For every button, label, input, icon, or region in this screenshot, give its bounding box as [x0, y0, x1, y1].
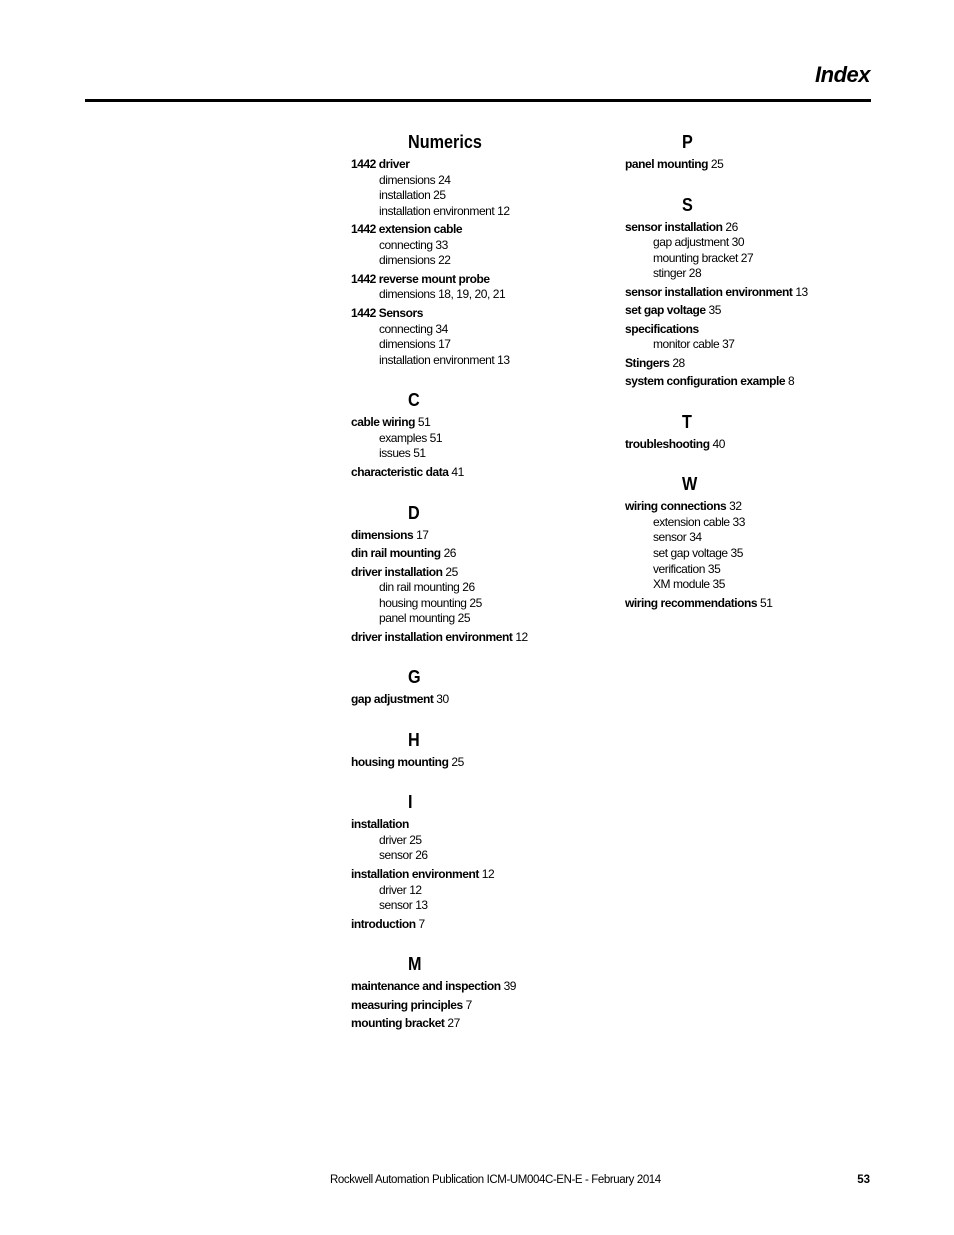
entry-page: 25 — [451, 754, 464, 769]
index-entry — [351, 528, 621, 544]
entry-term: driver installation — [351, 564, 443, 579]
index-entry — [351, 998, 621, 1014]
entry-page: 28 — [672, 355, 685, 370]
index-column-right — [625, 130, 895, 631]
sub-entry: examples 51 — [379, 430, 443, 445]
entry-page: 27 — [447, 1016, 460, 1031]
index-entry — [351, 867, 621, 883]
sub-entry: sensor 34 — [653, 530, 702, 545]
index-entry — [351, 692, 621, 708]
sub-entry: dimensions 22 — [379, 253, 451, 268]
index-section — [625, 410, 895, 453]
entry-page: 26 — [443, 546, 457, 561]
index-entry — [351, 565, 621, 581]
entry-term: mounting bracket — [351, 1016, 445, 1031]
entry-term: driver installation environment — [351, 629, 513, 644]
section-heading: G — [408, 667, 421, 688]
sub-entry: din rail mounting 26 — [379, 580, 475, 595]
entry-term: cable wiring — [351, 415, 415, 430]
entry-page: 41 — [451, 465, 464, 480]
entry-page: 13 — [795, 284, 808, 299]
section-heading: W — [682, 474, 698, 495]
index-entry — [351, 222, 621, 238]
entry-term: dimensions — [351, 527, 414, 542]
index-entry — [351, 1016, 621, 1032]
entry-page: 25 — [445, 564, 458, 579]
sub-entry: driver 25 — [379, 832, 422, 847]
entry-term: gap adjustment — [351, 692, 434, 707]
section-heading: Numerics — [408, 132, 482, 152]
index-section — [351, 501, 621, 646]
index-entry — [625, 157, 895, 173]
entry-page: 17 — [416, 527, 429, 542]
entry-term: wiring connections — [625, 499, 727, 514]
sub-entry: driver 12 — [379, 882, 422, 897]
footer-publication: Rockwell Automation Publication ICM-UM004C-EN-E - February 2014 — [330, 1174, 661, 1186]
entry-term: measuring principles — [351, 997, 463, 1012]
entry-page: 39 — [503, 979, 517, 994]
entry-page: 30 — [436, 692, 449, 707]
section-heading: I — [408, 792, 413, 813]
entry-term: 1442 extension cable — [351, 222, 463, 237]
index-entry — [351, 157, 621, 173]
entry-page: 51 — [417, 415, 431, 430]
sub-entry: panel mounting 25 — [379, 611, 471, 626]
index-section — [625, 193, 895, 390]
index-entry — [351, 979, 621, 995]
entry-term: din rail mounting — [351, 546, 441, 561]
sub-entry: dimensions 24 — [379, 172, 451, 187]
index-entry — [351, 415, 621, 431]
index-entry — [351, 630, 621, 646]
entry-term: troubleshooting — [625, 436, 710, 451]
index-entry — [625, 374, 895, 390]
sub-entry: stinger 28 — [653, 266, 702, 281]
section-heading: S — [682, 194, 693, 215]
sub-entry: installation environment 13 — [379, 352, 510, 367]
index-entry — [351, 755, 621, 771]
page-title: Index — [815, 62, 870, 87]
index-entry — [351, 917, 621, 933]
index-section — [625, 130, 895, 173]
index-entry — [625, 356, 895, 372]
index-entry — [625, 322, 895, 338]
entry-term: installation — [351, 817, 409, 832]
entry-page: 40 — [712, 436, 725, 451]
section-heading: T — [682, 411, 692, 432]
index-column-left — [351, 130, 621, 1052]
entry-term: specifications — [625, 321, 699, 336]
index-section — [351, 665, 621, 708]
index-entry — [351, 546, 621, 562]
entry-page: 35 — [708, 303, 721, 318]
sub-entry: issues 51 — [379, 446, 426, 461]
entry-page: 25 — [710, 157, 724, 171]
section-heading: P — [682, 132, 693, 152]
title-rule — [85, 99, 871, 102]
entry-term: installation environment — [351, 867, 479, 881]
index-entry — [351, 465, 621, 481]
section-heading: C — [408, 390, 420, 411]
entry-term: characteristic data — [351, 465, 449, 480]
entry-term: maintenance and inspection — [351, 979, 501, 994]
sub-entry: mounting bracket 27 — [653, 250, 754, 265]
sub-entry: dimensions 18, 19, 20, 21 — [379, 287, 506, 302]
sub-entry: verification 35 — [653, 561, 721, 576]
entry-page: 12 — [515, 629, 528, 644]
index-section — [351, 130, 621, 368]
entry-page: 12 — [481, 867, 495, 881]
sub-entry: housing mounting 25 — [379, 595, 482, 610]
index-entry — [625, 303, 895, 319]
index-entry — [351, 272, 621, 288]
index-entry — [351, 306, 621, 322]
index-section — [351, 728, 621, 771]
entry-page: 7 — [465, 997, 472, 1012]
sub-entry: sensor 13 — [379, 898, 428, 913]
entry-page: 51 — [760, 595, 773, 610]
index-entry — [625, 437, 895, 453]
index-entry — [625, 596, 895, 612]
sub-entry: gap adjustment 30 — [653, 235, 745, 249]
entry-page: 26 — [725, 219, 738, 234]
entry-page: 32 — [729, 499, 742, 514]
entry-term: introduction — [351, 916, 416, 931]
entry-term: housing mounting — [351, 754, 449, 769]
index-section — [351, 790, 621, 932]
sub-entry: connecting 33 — [379, 237, 448, 252]
section-heading: D — [408, 502, 420, 523]
footer-page-number: 53 — [857, 1174, 870, 1186]
entry-page: 8 — [788, 374, 795, 389]
section-heading: H — [408, 729, 420, 750]
entry-page: 7 — [418, 916, 425, 931]
entry-term: Stingers — [625, 355, 670, 370]
index-section — [351, 952, 621, 1032]
sub-entry: extension cable 33 — [653, 514, 745, 529]
entry-term: sensor installation environment — [625, 284, 793, 299]
sub-entry: sensor 26 — [379, 848, 428, 863]
entry-term: sensor installation — [625, 219, 723, 234]
index-entry — [625, 285, 895, 301]
entry-term: wiring recommendations — [625, 595, 758, 610]
sub-entry: installation environment 12 — [379, 203, 510, 218]
sub-entry: XM module 35 — [653, 577, 725, 592]
index-section — [351, 388, 621, 480]
index-entry — [625, 499, 895, 515]
index-section — [625, 472, 895, 611]
sub-entry: connecting 34 — [379, 321, 448, 336]
entry-term: system configuration example — [625, 374, 786, 389]
entry-term: 1442 Sensors — [351, 306, 423, 321]
sub-entry: set gap voltage 35 — [653, 546, 743, 561]
entry-term: panel mounting — [625, 157, 709, 171]
sub-entry: monitor cable 37 — [653, 337, 735, 352]
sub-entry: dimensions 17 — [379, 337, 451, 352]
entry-term: 1442 driver — [351, 157, 410, 171]
index-entry — [351, 817, 621, 833]
sub-entry: installation 25 — [379, 188, 446, 203]
entry-term: 1442 reverse mount probe — [351, 271, 490, 286]
section-heading: M — [408, 954, 422, 975]
index-entry — [625, 220, 895, 236]
entry-term: set gap voltage — [625, 303, 706, 318]
